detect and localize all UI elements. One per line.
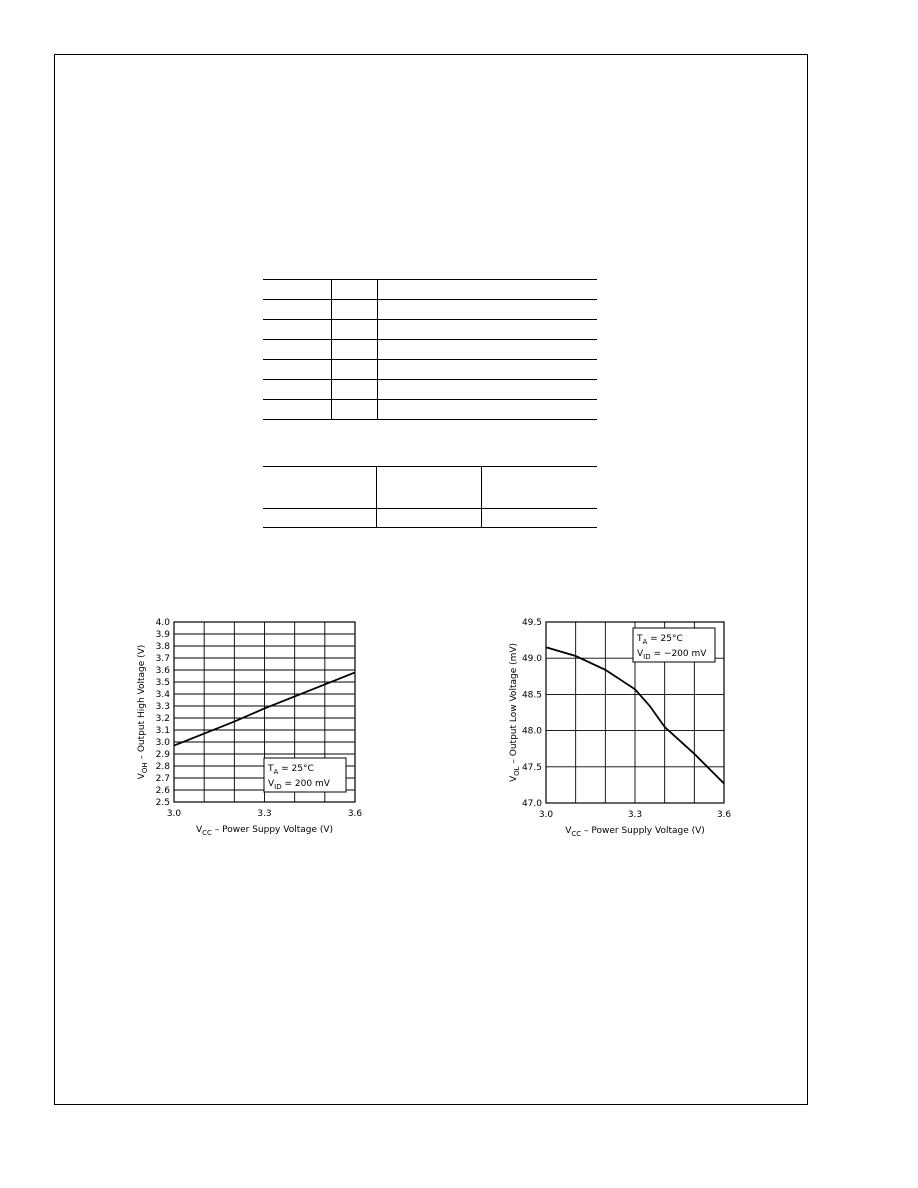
table-2-cell	[481, 467, 597, 509]
table-1-row	[263, 300, 597, 320]
table-2-cell	[263, 509, 376, 528]
chart-vol-vs-vcc	[490, 612, 740, 852]
table-1-row	[263, 280, 597, 300]
y-tick-label: 48.0	[521, 726, 542, 737]
y-tick-label: 3.4	[155, 690, 170, 700]
y-tick-label: 49.0	[521, 654, 542, 665]
annotation-line-1-main: T	[637, 634, 643, 644]
x-axis-label-sub: CC	[202, 829, 212, 837]
y-axis-label-main: V	[509, 775, 519, 783]
y-axis-label-rest: – Output Low Voltage (mV)	[509, 642, 519, 767]
annotation-line-2-rest: = −200 mV	[650, 649, 707, 659]
y-tick-label: 2.7	[155, 774, 170, 784]
y-tick-label: 3.8	[155, 642, 170, 652]
y-tick-label: 2.5	[155, 798, 170, 808]
x-axis-label-main: V	[565, 826, 572, 836]
annotation-box	[264, 758, 346, 792]
table-1-cell	[331, 360, 377, 380]
y-tick-label: 49.5	[521, 618, 542, 628]
table-2-cell	[481, 509, 597, 528]
table-1-cell	[263, 400, 331, 420]
table-1-cell	[377, 300, 597, 320]
y-tick-label: 3.3	[155, 702, 170, 712]
table-1	[263, 279, 597, 420]
x-axis-label	[196, 825, 333, 837]
table-1-cell	[263, 320, 331, 340]
x-tick-label: 3.0	[166, 809, 182, 819]
annotation-line-2-rest: = 200 mV	[281, 779, 330, 789]
annotation-line-1-sub: A	[642, 638, 648, 646]
table-2	[263, 466, 597, 528]
table-1-cell	[331, 340, 377, 360]
annotation-line-1-main: T	[268, 764, 274, 774]
x-axis-label-rest: – Power Suppy Voltage (V)	[211, 825, 334, 835]
annotation-line-2-sub: ID	[274, 783, 282, 791]
table-1-cell	[377, 280, 597, 300]
annotation-box	[633, 628, 715, 662]
y-axis-label	[509, 643, 521, 782]
chart-voh-vs-vcc	[128, 612, 368, 852]
y-tick-label: 3.1	[155, 726, 170, 736]
table-2-row	[263, 467, 597, 509]
table-2-cell	[263, 467, 376, 509]
x-tick-label: 3.6	[716, 810, 732, 820]
x-tick-label: 3.0	[538, 810, 554, 820]
y-axis-label-sub: OL	[513, 766, 521, 776]
y-tick-label: 2.6	[155, 786, 170, 796]
y-tick-label: 47.0	[521, 799, 542, 809]
table-1-row	[263, 400, 597, 420]
y-tick-label: 3.7	[155, 654, 170, 664]
table-1-cell	[263, 280, 331, 300]
x-axis-label-main: V	[195, 825, 203, 835]
y-tick-label: 3.9	[155, 630, 170, 640]
table-1-cell	[331, 280, 377, 300]
table-1-cell	[377, 400, 597, 420]
table-2-cell	[376, 509, 481, 528]
table-1-row	[263, 380, 597, 400]
table-1-cell	[331, 400, 377, 420]
y-tick-label: 3.2	[155, 714, 170, 724]
y-axis-label-sub: OH	[141, 762, 149, 774]
page-frame	[54, 54, 808, 1105]
annotation-line-1-rest: = 25°C	[647, 634, 683, 644]
y-tick-label: 4.0	[155, 618, 170, 628]
y-tick-label: 47.5	[521, 762, 542, 773]
y-axis-label-main: V	[137, 773, 147, 780]
annotation-line-2-main: V	[268, 779, 275, 789]
table-1-cell	[331, 320, 377, 340]
y-axis-label	[137, 645, 149, 780]
y-tick-label: 48.5	[521, 690, 542, 701]
table-1-cell	[377, 360, 597, 380]
y-tick-label: 3.5	[155, 678, 170, 688]
annotation-line-1-sub: A	[273, 768, 279, 776]
table-1-cell	[263, 360, 331, 380]
table-1-cell	[263, 300, 331, 320]
x-tick-label: 3.3	[627, 810, 643, 820]
x-axis-label	[565, 826, 705, 838]
table-1-cell	[377, 380, 597, 400]
table-1-row	[263, 360, 597, 380]
y-tick-label: 2.9	[155, 750, 170, 760]
y-tick-label: 3.0	[155, 738, 170, 748]
y-tick-label: 2.8	[155, 762, 170, 772]
x-axis-label-rest: – Power Supply Voltage (V)	[581, 826, 705, 836]
annotation-line-2-sub: ID	[643, 653, 651, 661]
table-1-cell	[377, 340, 597, 360]
table-1-cell	[331, 300, 377, 320]
x-axis-label-sub: CC	[571, 830, 582, 838]
table-1-cell	[263, 380, 331, 400]
y-axis-label-rest: – Output High Voltage (V)	[137, 644, 147, 763]
table-2-row	[263, 509, 597, 528]
annotation-line-1-rest: = 25°C	[278, 764, 314, 774]
x-tick-label: 3.6	[347, 809, 363, 819]
table-1-cell	[263, 340, 331, 360]
table-1-cell	[377, 320, 597, 340]
table-1-row	[263, 320, 597, 340]
annotation-line-2-main: V	[637, 649, 644, 659]
table-1-cell	[331, 380, 377, 400]
table-2-cell	[376, 467, 481, 509]
y-tick-label: 3.6	[155, 666, 170, 676]
x-tick-label: 3.3	[257, 809, 272, 819]
table-1-row	[263, 340, 597, 360]
